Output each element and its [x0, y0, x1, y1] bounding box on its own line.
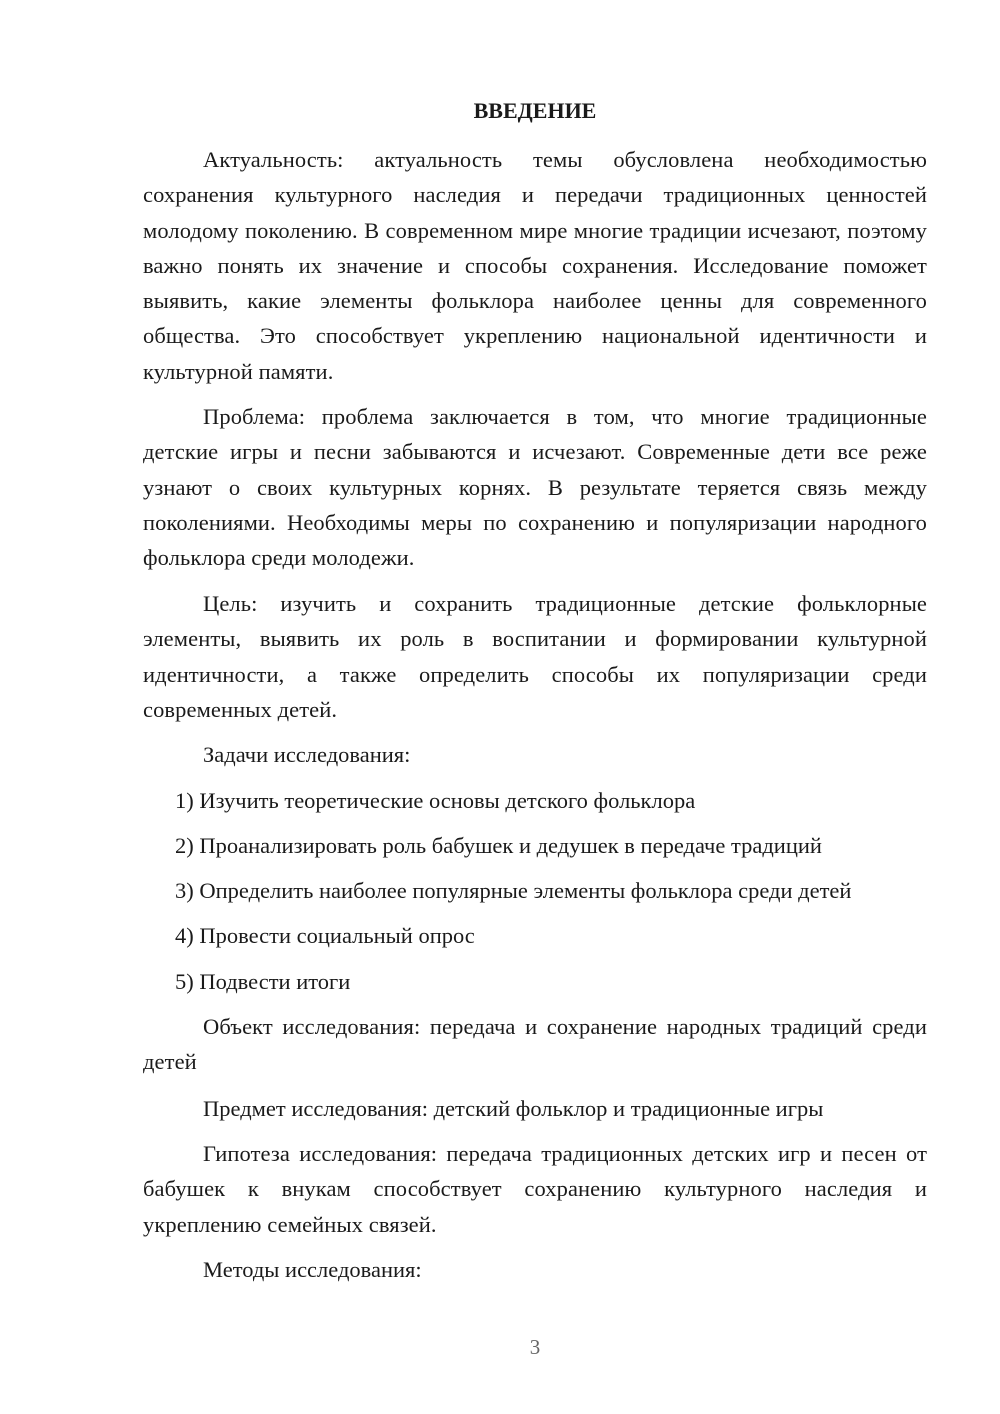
problem-paragraph: Проблема: проблема заключается в том, что многие традиционные детские игры и песни забываются и исчезают. Современные дети все реже узнают о своих культурных корнях. В результате теряется связь между поколениями. Необходимы меры по сохранению и популяризации народного фольклора среди молодежи.: [143, 404, 927, 571]
list-item: 4) Провести социальный опрос: [175, 923, 475, 948]
page-title: ВВЕДЕНИЕ: [473, 98, 597, 123]
list-item: 3) Определить наиболее популярные элементы фольклора среди детей: [175, 878, 852, 903]
page-number: 3: [529, 1335, 541, 1359]
object-paragraph: Объект исследования: передача и сохранение народных традиций среди детей: [143, 1014, 927, 1075]
list-item: 2) Проанализировать роль бабушек и дедушек в передаче традиций: [175, 833, 822, 858]
list-item: 5) Подвести итоги: [175, 969, 351, 994]
subject-paragraph: Предмет исследования: детский фольклор и традиционные игры: [203, 1096, 824, 1121]
methods-heading: Методы исследования:: [203, 1257, 422, 1282]
goal-paragraph: Цель: изучить и сохранить традиционные детские фольклорные элементы, выявить их роль в воспитании и формировании культурной идентичности, а также определить способы их популяризации среди современных детей.: [143, 591, 927, 722]
tasks-heading: Задачи исследования:: [203, 742, 411, 767]
relevance-paragraph: Актуальность: актуальность темы обусловлена необходимостью сохранения культурного наследия и передачи традиционных ценностей молодому поколению. В современном мире многие традиции исчезают, поэтому важно понять их значение и способы сохранения. Исследование поможет выявить, какие элементы фольклора наиболее ценны для современного общества. Это способствует укреплению национальной идентичности и культурной памяти.: [143, 147, 927, 384]
list-item: 1) Изучить теоретические основы детского фольклора: [175, 788, 696, 813]
hypothesis-paragraph: Гипотеза исследования: передача традиционных детских игр и песен от бабушек к внукам способствует сохранению культурного наследия и укреплению семейных связей.: [143, 1141, 927, 1237]
